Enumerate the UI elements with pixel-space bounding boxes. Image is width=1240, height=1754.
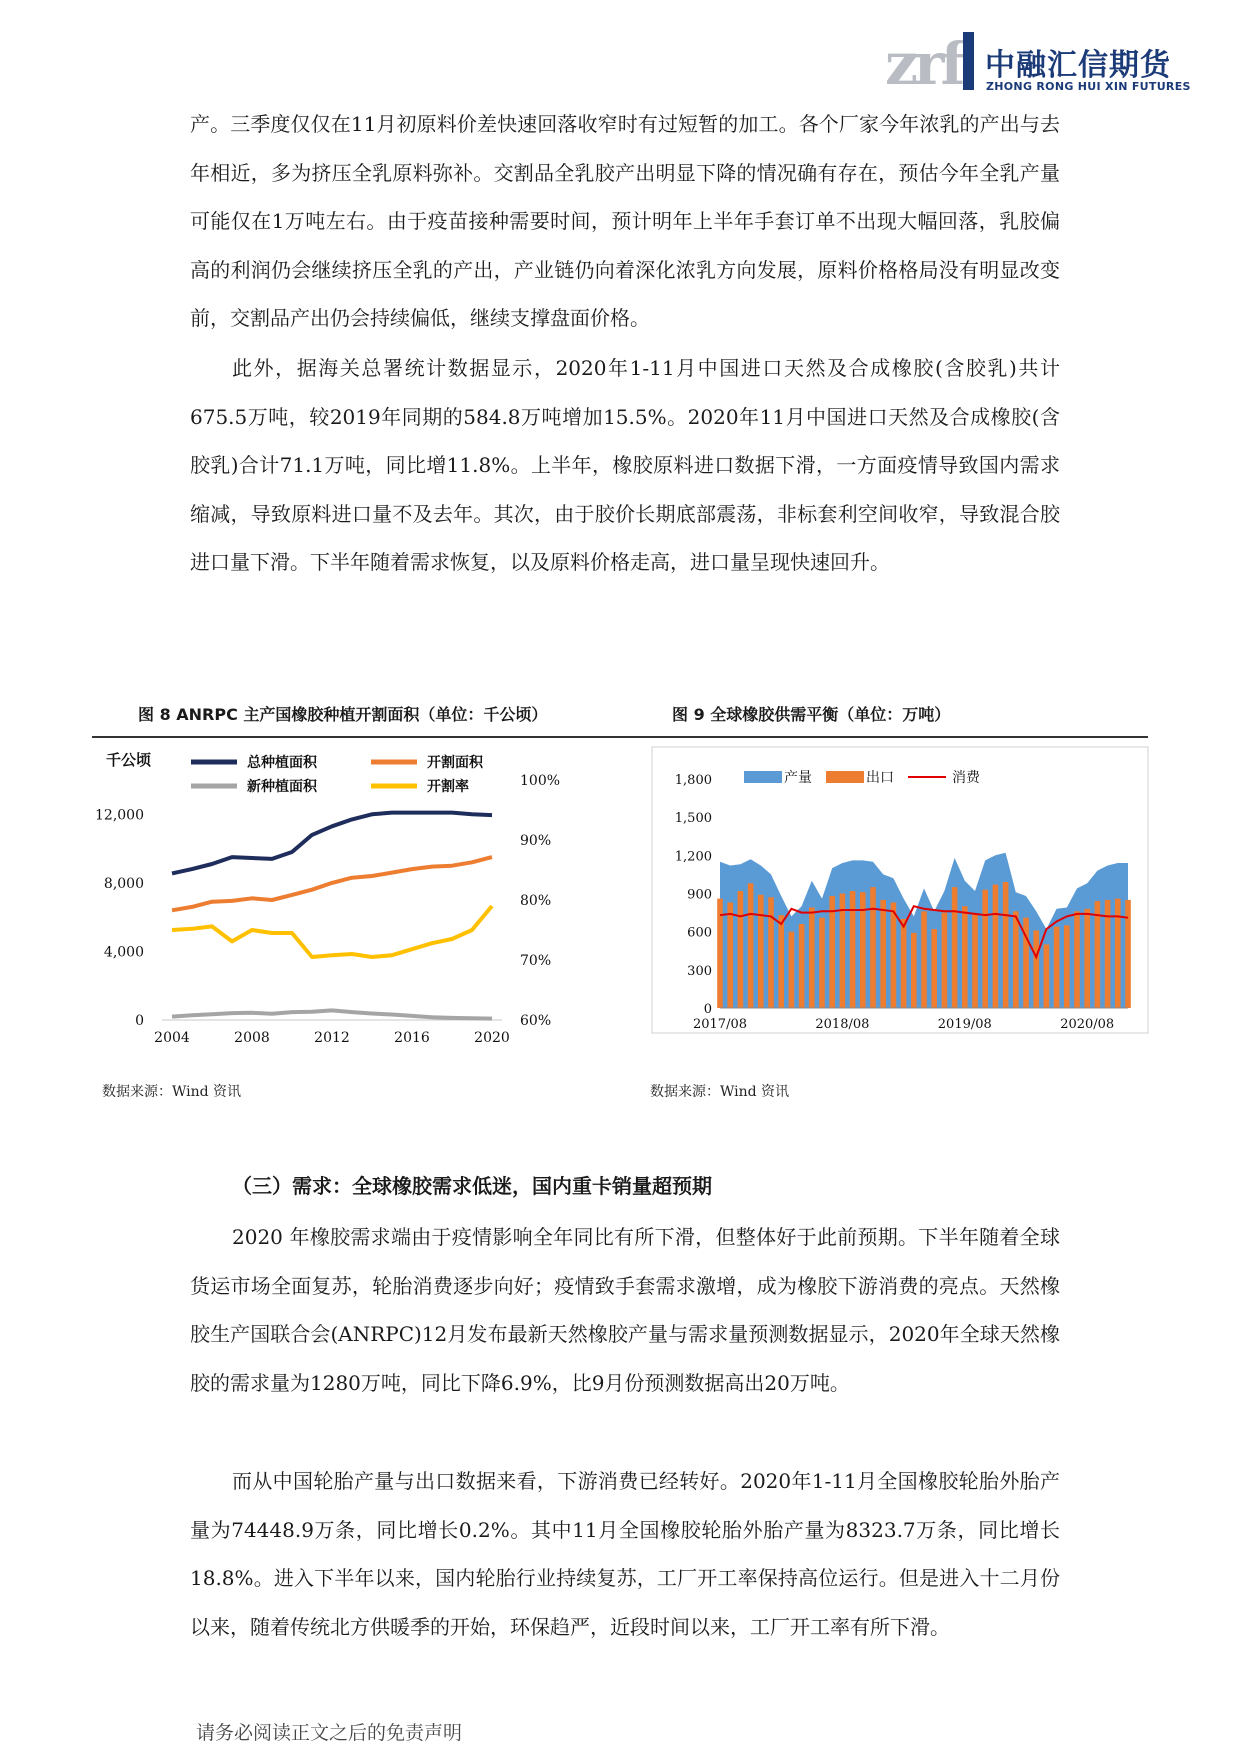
y-right-tick-label: 80% xyxy=(520,893,552,909)
export-bar xyxy=(911,933,917,1008)
legend-label-export: 出口 xyxy=(866,770,894,786)
x-tick-label: 2016 xyxy=(394,1030,430,1046)
export-bar xyxy=(799,924,805,1008)
disclaimer-footer: 请务必阅读正文之后的免责声明 xyxy=(196,1722,463,1744)
export-bar xyxy=(870,887,876,1008)
company-logo xyxy=(885,26,1205,96)
y-tick-label: 1,800 xyxy=(674,773,712,788)
logo-chinese-name: 中融汇信期货 xyxy=(985,48,1171,83)
export-bar xyxy=(738,891,744,1008)
logo-mark-bar xyxy=(963,32,974,90)
y-tick-label: 1,500 xyxy=(674,811,712,827)
y-right-tick-label: 100% xyxy=(520,773,561,789)
export-bar xyxy=(931,929,937,1008)
export-bar xyxy=(1115,899,1121,1008)
paragraph-2: 此外，据海关总署统计数据显示，2020年1-11月中国进口天然及合成橡胶(含胶乳)共计675.5万吨，较2019年同期的584.8万吨增加15.5%。2020年11月中国进口天然及合成橡胶(含胶乳)合计71.1万吨，同比增11.8%。上半年，橡胶原料进口数据下滑，一方面疫情导致国内需求缩减，导致原料进口量不及去年。其次，由于胶价长期底部震荡，非标套利空间收窄，导致混合胶进口量下滑。下半年随着需求恢复，以及原料价格走高，进口量呈现快速回升。 xyxy=(190,356,1060,574)
export-bar xyxy=(727,902,733,1008)
series-line xyxy=(172,906,492,957)
legend-label: 新种植面积 xyxy=(247,779,317,795)
export-bar xyxy=(1064,925,1070,1008)
legend-swatch-production xyxy=(744,771,782,783)
paragraph-4: 而从中国轮胎产量与出口数据来看，下游消费已经转好。2020年1-11月全国橡胶轮胎外胎产量为74448.9万条，同比增长0.2%。其中11月全国橡胶轮胎外胎产量为8323.7万条，同比增长18.8%。进入下半年以来，国内轮胎行业持续复苏，工厂开工率保持高位运行。但是进入十二月份以来，随着传统北方供暖季的开始，环保趋严，近段时间以来，工厂开工率有所下滑。 xyxy=(190,1469,1060,1639)
y-tick-label: 900 xyxy=(687,887,712,903)
x-tick-label: 2012 xyxy=(314,1030,350,1046)
export-bar xyxy=(901,919,907,1008)
figure-9-title: 图 9 全球橡胶供需平衡（单位：万吨） xyxy=(672,705,951,724)
export-bar xyxy=(768,897,774,1008)
x-tick-label: 2018/08 xyxy=(815,1017,870,1032)
figure-8-source: 数据来源：Wind 资讯 xyxy=(102,1084,242,1100)
legend-label: 开割率 xyxy=(427,779,469,795)
export-bar xyxy=(891,902,897,1008)
y-right-tick-label: 60% xyxy=(520,1013,552,1029)
export-bar xyxy=(809,908,815,1009)
export-bar xyxy=(880,900,886,1008)
series-line xyxy=(172,1010,492,1018)
export-bar xyxy=(1125,900,1131,1008)
export-bar xyxy=(1074,911,1080,1008)
figure-8-chart xyxy=(92,745,632,1055)
legend-swatch-export xyxy=(826,771,864,783)
y-tick-label: 1,200 xyxy=(674,849,712,865)
export-bar xyxy=(1054,927,1060,1008)
figure-9-chart xyxy=(650,745,1150,1055)
export-bar xyxy=(982,890,988,1008)
export-bar xyxy=(1013,911,1019,1008)
x-tick-label: 2019/08 xyxy=(937,1017,992,1032)
figure-divider xyxy=(92,736,1148,738)
export-bar xyxy=(962,906,968,1008)
logo-english-name: ZHONG RONG HUI XIN FUTURES xyxy=(986,80,1191,93)
export-bar xyxy=(1095,901,1101,1008)
x-tick-label: 2020 xyxy=(474,1030,510,1046)
x-tick-label: 2008 xyxy=(234,1030,270,1046)
legend-label-consumption: 消费 xyxy=(952,770,980,786)
y-left-tick-label: 8,000 xyxy=(103,875,144,892)
export-bar xyxy=(829,896,835,1008)
export-bar xyxy=(819,918,825,1008)
legend-label: 总种植面积 xyxy=(247,755,317,771)
export-bar xyxy=(972,914,978,1008)
y-right-tick-label: 90% xyxy=(520,833,552,849)
export-bar xyxy=(758,895,764,1008)
y-right-tick-label: 70% xyxy=(520,953,552,969)
export-bar xyxy=(778,915,784,1008)
figure-9-source: 数据来源：Wind 资讯 xyxy=(650,1084,790,1100)
export-bar xyxy=(952,887,958,1008)
export-bar xyxy=(993,885,999,1008)
export-bar xyxy=(850,891,856,1008)
unit-label: 千公顷 xyxy=(106,751,152,769)
paragraph-3: 2020 年橡胶需求端由于疫情影响全年同比有所下滑，但整体好于此前预期。下半年随着全球货运市场全面复苏，轮胎消费逐步向好；疫情致手套需求激增，成为橡胶下游消费的亮点。天然橡胶生产国联合会(ANRPC)12月发布最新天然橡胶产量与需求量预测数据显示，2020年全球天然橡胶的需求量为1280万吨，同比下降6.9%，比9月份预测数据高出20万吨。 xyxy=(190,1225,1060,1395)
export-bar xyxy=(942,913,948,1008)
export-bar xyxy=(921,911,927,1008)
y-tick-label: 0 xyxy=(703,1002,712,1017)
logo-mark-text: zrf xyxy=(885,30,962,96)
paragraph-1: 产。三季度仅仅在11月初原料价差快速回落收窄时有过短暂的加工。各个厂家今年浓乳的产出与去年相近，多为挤压全乳原料弥补。交割品全乳胶产出明显下降的情况确有存在，预估今年全乳产量可能仅在1万吨左右。由于疫苗接种需要时间，预计明年上半年手套订单不出现大幅回落，乳胶偏高的利润仍会继续挤压全乳的产出，产业链仍向着深化浓乳方向发展，原料价格格局没有明显改变前，交割品产出仍会持续偏低，继续支撑盘面价格。 xyxy=(190,112,1060,330)
export-bar xyxy=(1003,882,1009,1008)
legend-label: 开割面积 xyxy=(427,755,483,771)
export-bar xyxy=(1044,944,1050,1008)
logo-mark xyxy=(885,26,980,96)
legend-label-production: 产量 xyxy=(784,770,812,786)
figure-8-title: 图 8 ANRPC 主产国橡胶种植开割面积（单位：千公顷） xyxy=(138,705,548,724)
x-tick-label: 2020/08 xyxy=(1060,1017,1115,1032)
y-left-tick-label: 12,000 xyxy=(95,807,144,824)
export-bar xyxy=(748,883,754,1008)
y-left-tick-label: 0 xyxy=(135,1013,144,1029)
section-heading: （三）需求：全球橡胶需求低迷，国内重卡销量超预期 xyxy=(232,1174,712,1198)
y-tick-label: 600 xyxy=(687,925,712,941)
export-bar xyxy=(1033,930,1039,1008)
y-left-tick-label: 4,000 xyxy=(103,944,144,961)
export-bar xyxy=(789,932,795,1008)
x-tick-label: 2017/08 xyxy=(692,1017,748,1032)
y-tick-label: 300 xyxy=(687,963,712,979)
series-line xyxy=(172,857,492,910)
x-tick-label: 2004 xyxy=(154,1030,190,1046)
export-bar xyxy=(1084,909,1090,1008)
